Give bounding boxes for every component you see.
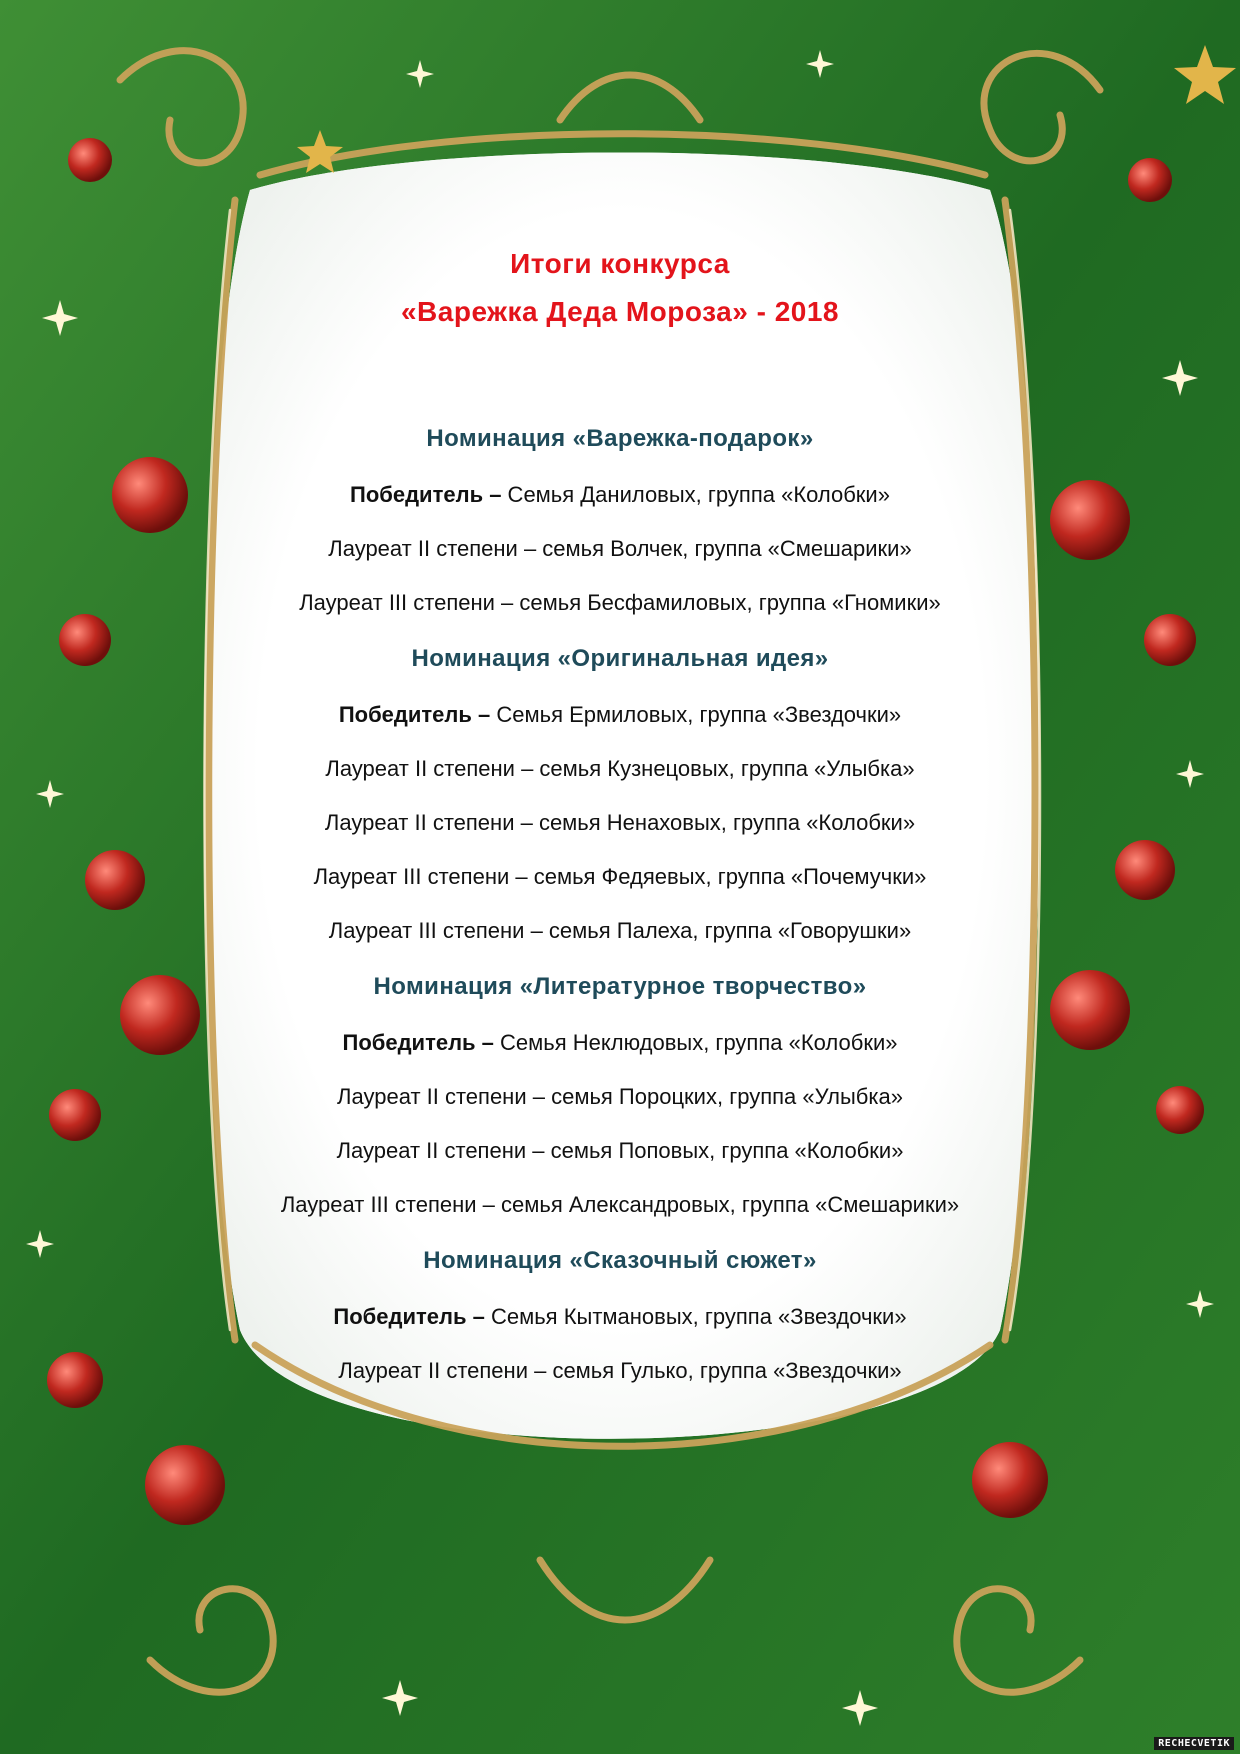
nomination-heading: Номинация «Варежка-подарок» [426, 425, 814, 452]
nomination-block [230, 410, 1010, 630]
entry-text: Лауреат III степени – семья Бесфамиловых, группа «Гномики» [299, 590, 941, 615]
entry-text: Лауреат III степени – семья Палеха, группа «Говорушки» [328, 918, 912, 943]
nomination-heading: Номинация «Литературное творчество» [373, 973, 867, 1000]
entry-text: Лауреат II степени – семья Кузнецовых, группа «Улыбка» [325, 756, 915, 781]
title-spacer [230, 336, 1010, 410]
winner-entry [230, 1016, 1010, 1070]
laureate-entry [230, 742, 1010, 796]
entry-text: Лауреат II степени – семья Гулько, группа «Звездочки» [338, 1358, 902, 1383]
winner-entry [230, 468, 1010, 522]
entry-text: Лауреат II степени – семья Ненаховых, группа «Колобки» [324, 810, 916, 835]
entry-text: Лауреат III степени – семья Александровых, группа «Смешарики» [280, 1192, 960, 1217]
laureate-entry [230, 904, 1010, 958]
entry-text: Лауреат II степени – семья Поповых, группа «Колобки» [336, 1138, 904, 1163]
laureate-entry [230, 796, 1010, 850]
nomination-heading: Номинация «Оригинальная идея» [411, 645, 829, 672]
entry-lead: Победитель – [350, 482, 502, 507]
results-document [230, 240, 1010, 1398]
page-subtitle: «Варежка Деда Мороза» - 2018 [400, 296, 839, 327]
entry-lead: Победитель – [333, 1304, 485, 1329]
entry-text: Лауреат III степени – семья Федяевых, группа «Почемучки» [313, 864, 927, 889]
entry-text: Семья Неклюдовых, группа «Колобки» [493, 1030, 898, 1055]
entry-text: Семья Ермиловых, группа «Звездочки» [490, 702, 902, 727]
nomination-block [230, 1232, 1010, 1398]
page-title: Итоги конкурса [510, 248, 730, 279]
entry-text: Семья Даниловых, группа «Колобки» [501, 482, 890, 507]
winner-entry [230, 1290, 1010, 1344]
laureate-entry [230, 1124, 1010, 1178]
entry-text: Семья Кытмановых, группа «Звездочки» [484, 1304, 907, 1329]
entry-text: Лауреат II степени – семья Волчек, группа «Смешарики» [328, 536, 912, 561]
laureate-entry [230, 522, 1010, 576]
nomination-heading: Номинация «Сказочный сюжет» [423, 1247, 817, 1274]
entry-text: Лауреат II степени – семья Пороцких, группа «Улыбка» [337, 1084, 903, 1109]
winner-entry [230, 688, 1010, 742]
nomination-block [230, 630, 1010, 958]
entry-lead: Победитель – [338, 702, 491, 727]
laureate-entry [230, 576, 1010, 630]
entry-lead: Победитель – [342, 1030, 494, 1055]
laureate-entry [230, 1178, 1010, 1232]
watermark-label: RECHECVETIK [1154, 1737, 1234, 1750]
nomination-block [230, 958, 1010, 1232]
laureate-entry [230, 1344, 1010, 1398]
laureate-entry [230, 1070, 1010, 1124]
laureate-entry [230, 850, 1010, 904]
